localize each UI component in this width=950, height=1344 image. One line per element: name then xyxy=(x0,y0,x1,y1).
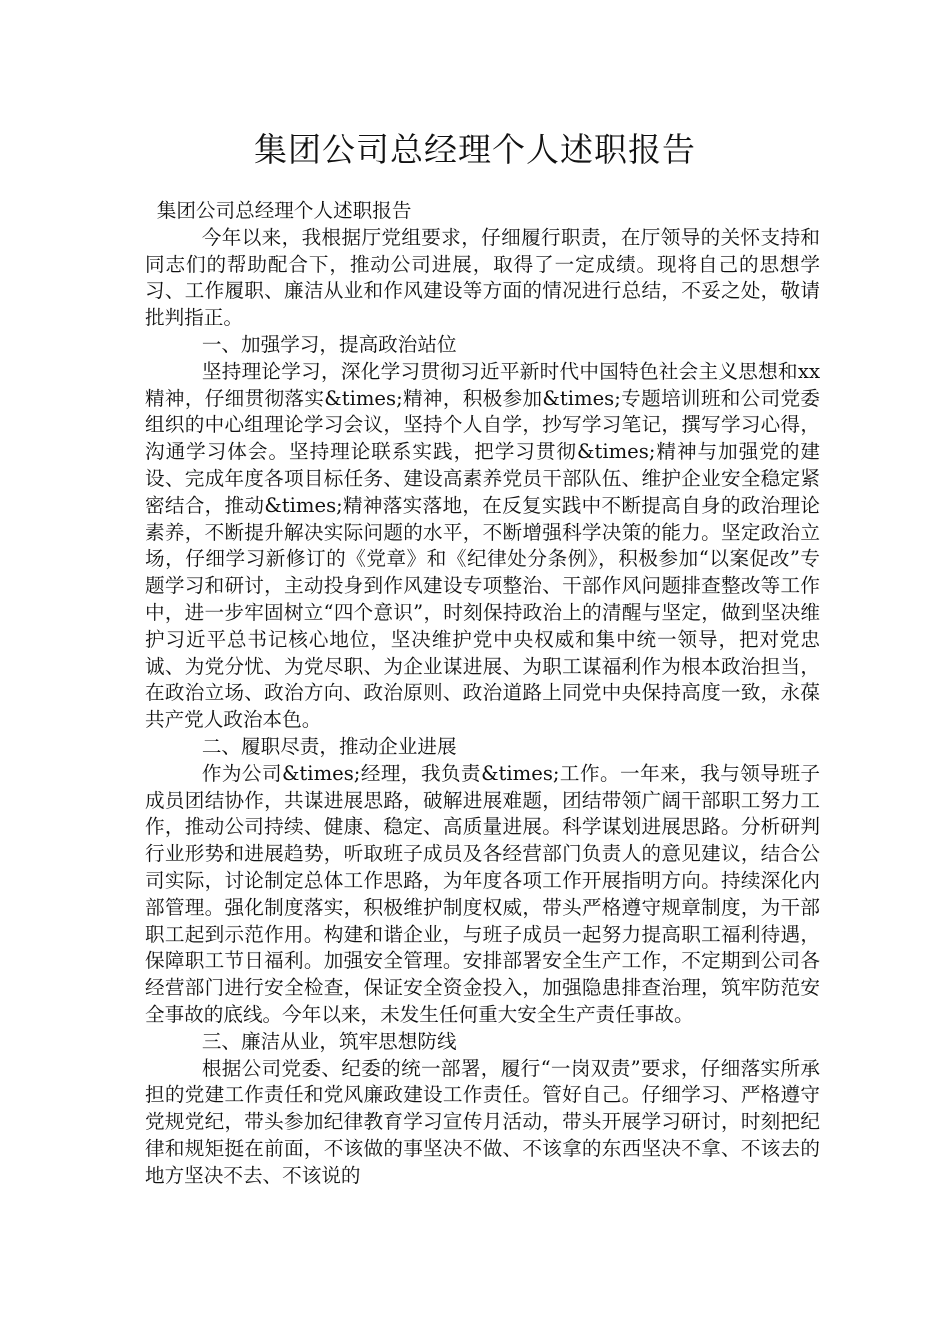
section-heading-3: 三、廉洁从业，筑牢思想防线 xyxy=(201,1029,457,1053)
section-heading-2: 二、履职尽责，推动企业进展 xyxy=(201,734,457,758)
document-title: 集团公司总经理个人述职报告 xyxy=(254,130,696,169)
document-subtitle: 集团公司总经理个人述职报告 xyxy=(156,199,412,222)
intro-paragraph: 今年以来，我根据厅党组要求，仔细履行职责，在厅领导的关怀支持和同志们的帮助配合下，推动公司进展，取得了一定成绩。现将自己的思想学习、工作履职、廉洁从业和作风建设等方面的情况进行总结，不妥之处，敬请批判指正。 xyxy=(145,225,820,330)
section-heading-1: 一、加强学习，提高政治站位 xyxy=(201,332,457,356)
document-body xyxy=(145,198,820,1189)
section-2-paragraph: 作为公司&times;经理，我负责&times;工作。一年来，我与领导班子成员团结协作，共谋进展思路，破解进展难题，团结带领广阔干部职工努力工作，推动公司持续、健康、稳定、高质量进展。科学谋划进展思路。分析研判行业形势和进展趋势，听取班子成员及各经营部门负责人的意见建议，结合公司实际，讨论制定总体工作思路，为年度各项工作开展指明方向。持续深化内部管理。强化制度落实，积极维护制度权威，带头严格遵守规章制度，为干部职工起到示范作用。构建和谐企业，与班子成员一起努力提高职工福利待遇，保障职工节日福利。加强安全管理。安排部署安全生产工作，不定期到公司各经营部门进行安全检查，保证安全资金投入，加强隐患排查治理，筑牢防范安全事故的底线。今年以来，未发生任何重大安全生产责任事故。 xyxy=(145,761,820,1026)
section-1-paragraph: 坚持理论学习，深化学习贯彻习近平新时代中国特色社会主义思想和xx精神，仔细贯彻落实&times;精神，积极参加&times;专题培训班和公司党委组织的中心组理论学习会议，坚持个人自学，抄写学习笔记，撰写学习心得，沟通学习体会。坚持理论联系实践，把学习贯彻&times;精神与加强党的建设、完成年度各项目标任务、建设高素养党员干部队伍、维护企业安全稳定紧密结合，推动&times;精神落实落地，在反复实践中不断提高自身的政治理论素养，不断提升解决实际问题的水平，不断增强科学决策的能力。坚定政治立场，仔细学习新修订的《党章》和《纪律处分条例》，积极参加“以案促改”专题学习和研讨，主动投身到作风建设专项整治、干部作风问题排查整改等工作中，进一步牢固树立“四个意识”，时刻保持政治上的清醒与坚定，做到坚决维护习近平总书记核心地位，坚决维护党中央权威和集中统一领导，把对党忠诚、为党分忧、为党尽职、为企业谋进展、为职工谋福利作为根本政治担当，在政治立场、政治方向、政治原则、政治道路上同党中央保持高度一致，永葆共产党人政治本色。 xyxy=(145,359,820,732)
section-3-paragraph: 根据公司党委、纪委的统一部署，履行“一岗双责”要求，仔细落实所承担的党建工作责任和党风廉政建设工作责任。管好自己。仔细学习、严格遵守党规党纪，带头参加纪律教育学习宣传月活动，带头开展学习研讨，时刻把纪律和规矩挺在前面，不该做的事坚决不做、不该拿的东西坚决不拿、不该去的地方坚决不去、不该说的 xyxy=(145,1056,820,1187)
